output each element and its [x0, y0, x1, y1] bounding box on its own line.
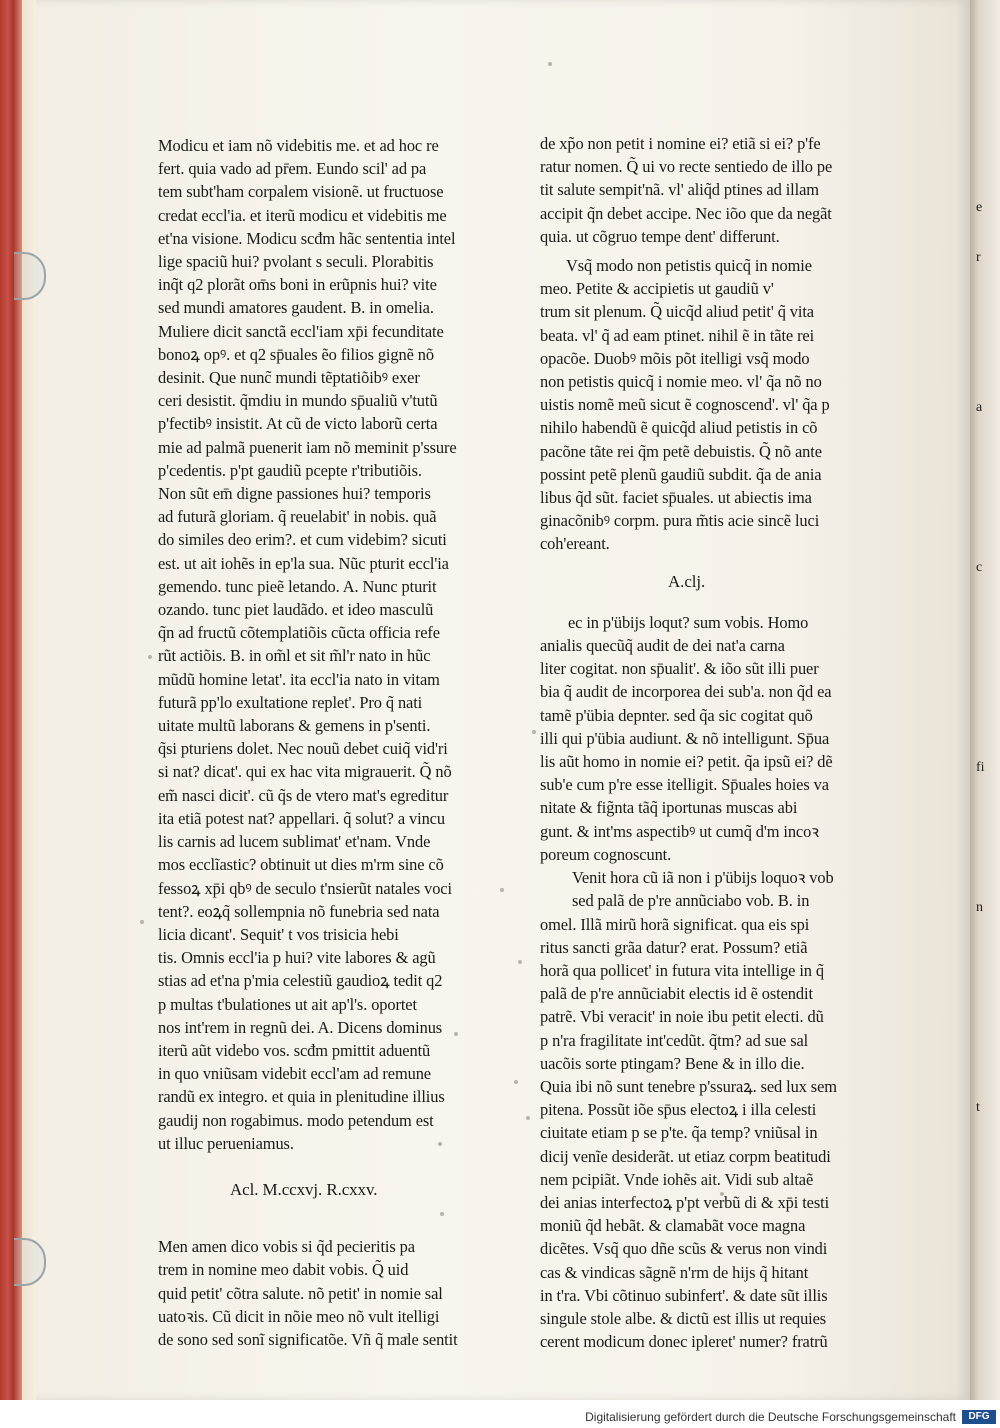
text-line: Men amen dico vobis si q̃d pecieritis pa: [158, 1237, 415, 1257]
text-line: p multas t'bulationes ut ait ap'l's. oportet: [158, 994, 417, 1014]
speck: [140, 920, 144, 924]
text-line: cas & vindicas sãgnẽ n'rm de hijs q̃ hitant: [540, 1262, 809, 1282]
text-line: palã de p're annũciabit electis id ẽ ostendit: [540, 984, 813, 1004]
text-line: in t'ra. Vbi cõtinuo subinfert'. & date sũt illis: [540, 1285, 828, 1305]
text-line: bia q̃ audit de incorporea dei sub'a. non q̃d ea: [540, 682, 832, 702]
text-line: nihilo habendũ ẽ quicq̃d aliud petistis in cõ: [540, 418, 818, 438]
text-line: fert. quia vado ad pr̄em. Eundo scil' ad pa: [158, 159, 427, 179]
footer-bar: [0, 1408, 1000, 1428]
text-line: patrẽ. Vbi veracit' in noie ibu petit electi. dũ: [540, 1007, 824, 1027]
text-line: mos ecclĩastic? obtinuit ut dies m'rm sine cõ: [158, 855, 444, 875]
right-column-body: [540, 132, 885, 248]
text-line: sed palã de p're annũciabo vob. B. in: [572, 891, 810, 911]
text-line: randũ ex integro. et quia in plenitudine illius: [158, 1087, 445, 1107]
text-line: mie ad palmã puenerit iam nõ meminit p'ssure: [158, 437, 457, 457]
text-line: rũt actiõis. B. in om̃l et sit m̃l'r nato in hũc: [158, 646, 431, 666]
text-line: lige spaciũ hui? pvolant s seculi. Plorabitis: [158, 252, 434, 272]
right-column-body-4: [540, 866, 885, 1353]
text-line: anialis quecũq̃ audit de dei nat'a carna: [540, 636, 785, 656]
text-line: Quia ibi nõ sunt tenebre p'ssuraꝝ. sed lux sem: [540, 1076, 837, 1096]
text-line: licia dicant'. Sequit' t vos trisicia hebi: [158, 924, 399, 944]
dfg-logo: DFG: [962, 1410, 996, 1424]
text-line: pitena. Possũt iõe sp̄us electoꝝ i illa celesti: [540, 1100, 817, 1120]
text-line: illi qui p'übia audiunt. & nõ intelligunt. Sp̄ua: [540, 728, 830, 748]
text-line: em̃ nasci dicit'. cũ q̃s de vtero mat's egreditur: [158, 785, 449, 805]
text-line: de sono sed sonĩ significatõe. Vñ q̃ male sentit: [158, 1329, 458, 1349]
text-line: Non sũt em̄ digne passiones hui? temporis: [158, 484, 431, 504]
text-line: lis aũt homo in nomie ei? petit. q̃a ipsũ ei? dẽ: [540, 752, 833, 772]
text-line: nos int'rem in regnũ dei. A. Dicens dominus: [158, 1017, 443, 1037]
text-line: moniũ q̃d hebãt. & clamabãt voce magna: [540, 1216, 806, 1236]
text-line: ginacõnibꝰ corpm. pura m̃tis acie sincẽ luci: [540, 511, 820, 531]
text-line: tem subt'ham corpalem visionẽ. ut fructuose: [158, 182, 444, 202]
text-line: de xp̃o non petit i nomine ei? etiã si ei? p'fe: [540, 134, 821, 153]
text-line: Vsq̃ modo non petistis quicq̃ in nomie: [566, 256, 812, 276]
speck: [518, 960, 522, 964]
text-line: tent?. eoꝝq̃ sollempnia nõ funebria sed nata: [158, 901, 440, 921]
text-line: desinit. Que nunc̃ mundi tẽptatiõibꝰ exer: [158, 368, 420, 388]
text-line: credat eccl'ia. et iterũ modicu et videbitis me: [158, 205, 447, 225]
speck: [500, 888, 504, 892]
right-column-body-2: [540, 254, 885, 556]
book-edge-red: [0, 0, 22, 1400]
text-line: inq̃t q2 plorãt om̄s boni in erũpnis hui? vite: [158, 275, 437, 295]
text-line: ratur nomen. Q̃ ui vo recte sentiedo de illo pe: [540, 157, 833, 177]
text-line: do similes deo erim?. et cum videbim? sicuti: [158, 530, 447, 550]
text-line: ita etiã potest nat? appellari. q̃ solut? a vincu: [158, 808, 445, 828]
text-line: et'na visione. Modicu scđm hãc sententia intel: [158, 228, 456, 248]
text-line: horã qua pollicet' in futura vita intellige in q̃: [540, 960, 824, 980]
text-line: iterũ aũt videbo vos. scđm pmittit aduentũ: [158, 1040, 431, 1060]
text-line: accipit q̃n debet accipe. Nec iõo que da negãt: [540, 203, 832, 223]
text-line: ec in p'übijs loqut? sum vobis. Homo: [568, 612, 809, 632]
text-line: non petistis quicq̃ i nomie meo. vl' q̃a nõ no: [540, 372, 822, 392]
text-line: ut illuc perueniamus.: [158, 1133, 294, 1153]
text-line: ad futurã gloriam. q̃ reuelabit' in nobis. quã: [158, 507, 437, 527]
text-line: si nat? dicat'. qui ex hac vita migrauerit. Q̃ nõ: [158, 762, 452, 782]
text-line: sub'e cum p're esse itelligit. Sp̄uales hoies va: [540, 775, 829, 795]
section-heading-left: Acl. M.ccxvj. R.cxxv.: [230, 1179, 378, 1199]
text-line: Venit hora cũ iã non i p'übijs loquoꝛ vob: [572, 868, 834, 888]
speck: [532, 730, 536, 734]
text-line: gaudij non rogabimus. modo petendum est: [158, 1110, 434, 1130]
text-line: possint petẽ plenũ gaudiũ subdit. q̃a de ania: [540, 464, 822, 484]
text-line: dei anias interfectoꝝ p'pt verbũ di & xp̄i testi: [540, 1192, 830, 1212]
text-line: gunt. & int'ms aspectibꝰ ut cumq̃ d'm incoꝛ: [540, 821, 819, 841]
text-line: sed mundi amatores gaudent. B. in omelia.: [158, 298, 434, 318]
text-line: singule stole albe. & dictũ est illis ut requies: [540, 1308, 827, 1328]
text-line: dicij venĩe desiderãt. ut etiaz corpm beatitudi: [540, 1146, 831, 1166]
text-line: omel. Illã mirũ horã significat. qua eis spi: [540, 914, 810, 934]
adjacent-page-edge: e r a c fi n t: [970, 0, 1000, 1400]
text-line: opacõe. Duobꝰ mõis põt itelligi vsq̃ modo: [540, 348, 810, 368]
text-line: quid petit' cõtra salute. nõ petit' in nomie sal: [158, 1283, 443, 1303]
text-line: dicẽtes. Vsq̃ quo dñe scũs & verus non vindi: [540, 1239, 828, 1259]
text-line: est. ut ait iohẽs in ep'la sua. Nũc pturit eccl'ia: [158, 553, 449, 573]
text-line: tamẽ p'übia depnter. sed q̃a sic cogitat quõ: [540, 705, 813, 725]
left-column-body-2: [158, 1235, 498, 1351]
left-column-body: [158, 134, 498, 1155]
text-line: mũdũ homine letat'. ita eccl'ia nato in vitam: [158, 669, 440, 689]
text-line: ciuitate etiam p se p'te. q̃a temp? vniũsal in: [540, 1123, 818, 1143]
speck: [514, 1080, 518, 1084]
text-line: pacõne tãte rei q̃m petẽ debuistis. Q̃ nõ ante: [540, 441, 822, 461]
speck: [548, 62, 552, 66]
text-line: coh'ereant.: [540, 534, 610, 554]
book-edge-inner: [22, 0, 36, 1400]
text-line: nitate & fig̃nta tãq̃ iportunas muscas abi: [540, 798, 798, 818]
text-line: ozando. tunc piet laudãdo. et ideo masculũ: [158, 600, 434, 620]
text-line: stias ad et'na p'mia celestiũ gaudioꝝ tedit q2: [158, 971, 443, 991]
text-line: p n'ra fragilitate int'cedũt. q̃tm? ad sue sal: [540, 1030, 809, 1050]
text-line: in quo vniũsam videbit eccl'am ad remune: [158, 1064, 431, 1084]
text-line: trum sit plenum. Q̃ uicq̃d aliud petit' q̃ vita: [540, 302, 814, 322]
text-line: uitate multũ laborans & gemens in p'senti.: [158, 716, 431, 736]
text-line: nem pcipiãt. Vnde iohẽs ait. Vidi sub altaẽ: [540, 1169, 814, 1189]
text-line: Modicu et iam nõ videbitis me. et ad hoc re: [158, 136, 439, 155]
text-line: bonoꝝ opꝰ. et q2 sp̄uales ẽo filios gignẽ nõ: [158, 344, 434, 364]
text-line: p'cedentis. p'pt gaudiũ pcepte r'tributiõis.: [158, 460, 422, 480]
right-text-column: [540, 132, 885, 1353]
text-line: ritus sancti grãa datur? erat. Possum? etiã: [540, 937, 808, 957]
text-line: meo. Petite & accipietis ut gaudiũ v': [540, 279, 774, 299]
text-line: cerent modicum donec ipleret' numer? fratrũ: [540, 1332, 828, 1352]
speck: [526, 1116, 530, 1120]
text-line: beata. vl' q̃ ad eam ptinet. nihil ẽ in tãte rei: [540, 325, 815, 345]
text-line: poreum cognoscunt.: [540, 844, 672, 864]
funding-notice: Digitalisierung gefördert durch die Deutsche Forschungsgemeinschaft: [585, 1410, 956, 1424]
text-line: tit salute sempit'nã. vl' aliq̃d ptines ad illam: [540, 180, 819, 200]
text-line: p'fectibꝰ insistit. At cũ de victo laborũ certa: [158, 414, 438, 434]
speck: [148, 655, 152, 659]
text-line: q̃n ad fructũ cõtemplatiõis cũcta officia refe: [158, 623, 440, 643]
text-line: libus q̃d sũt. faciet sp̄uales. ut abiectis ima: [540, 488, 812, 508]
text-line: gemendo. tunc pieẽ letando. A. Nunc pturit: [158, 576, 437, 596]
text-line: q̃si pturiens dolet. Nec nouũ debet cuiq̃ vid'ri: [158, 739, 448, 759]
left-text-column: [158, 134, 498, 1351]
text-line: uacõis sorte ptingam? Bene & in illo die.: [540, 1053, 805, 1073]
text-line: futurã pp'lo exultatione replet'. Pro q̃ nati: [158, 692, 423, 712]
text-line: liter cogitat. non sp̄ualit'. & iõo sũt illi puer: [540, 659, 819, 679]
text-line: uistis nomẽ meũ sicut ẽ cognoscend'. vl' q̃a p: [540, 395, 830, 415]
section-heading-right: A.clj.: [668, 571, 706, 591]
text-line: lis carnis ad lucem sublimat' et'nam. Vnde: [158, 832, 431, 852]
text-line: ceri desistit. q̃mdiu in mundo sp̄ualiũ v'tutũ: [158, 391, 438, 411]
text-line: Muliere dicit sanctã eccl'iam xp̄i fecunditate: [158, 321, 444, 341]
text-line: tis. Omnis eccl'ia p hui? vite labores & agũ: [158, 948, 436, 968]
text-line: trem in nomine meo dabit vobis. Q̃ uid: [158, 1260, 409, 1280]
right-column-body-3: [540, 611, 885, 866]
text-line: quia. ut cõgruo tempe dent' differunt.: [540, 226, 780, 246]
text-line: uatoꝛis. Cũ dicit in nõie meo nõ vult itelligi: [158, 1306, 440, 1326]
text-line: fessoꝝ xp̄i qbꝰ de seculo t'nsierũt natales voci: [158, 878, 452, 898]
